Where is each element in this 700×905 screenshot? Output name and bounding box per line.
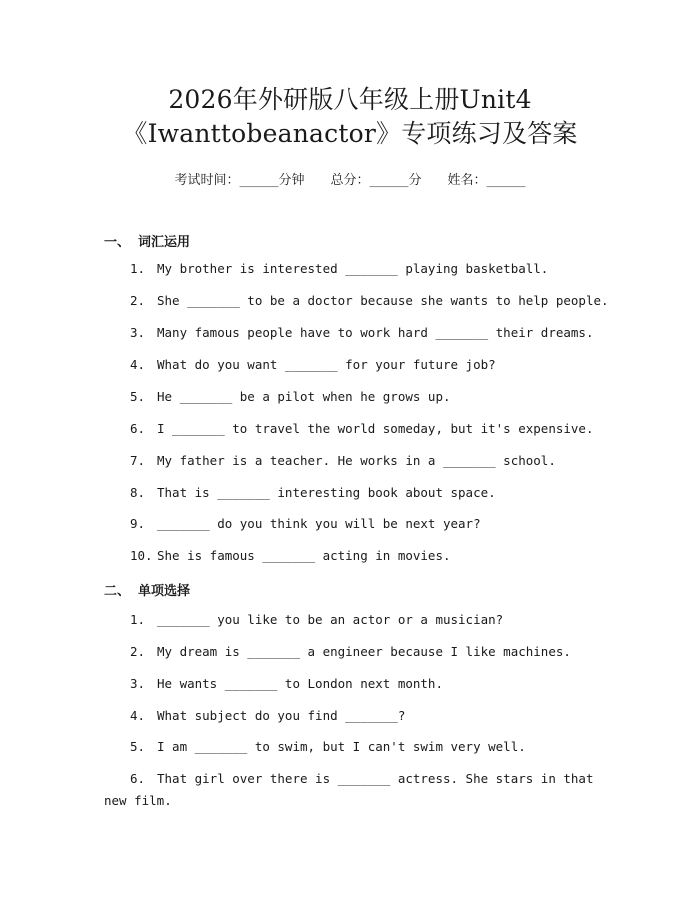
section-title: 词汇运用 [138, 235, 191, 250]
question-item [130, 418, 594, 440]
section-heading [104, 231, 190, 250]
page-title-line-1: 2026年外研版八年级上册Unit4 [168, 85, 532, 114]
question-number: 1. [130, 612, 146, 627]
total-score-field: 总分：______分 [330, 173, 422, 188]
question-number: 7. [130, 453, 146, 468]
question-item [130, 673, 590, 695]
question-item [130, 609, 590, 631]
question-item [130, 450, 590, 472]
section-number: 一、 [104, 235, 131, 250]
question-text: That is _______ interesting book about space. [157, 485, 496, 500]
question-item [104, 768, 594, 812]
question-text: What subject do you find _______? [157, 708, 406, 723]
question-number: 1. [130, 261, 146, 276]
question-text: My dream is _______ a engineer because I like machines. [157, 644, 571, 659]
question-item [130, 736, 590, 758]
question-number: 5. [130, 739, 146, 754]
question-text: Many famous people have to work hard _______ their dreams. [157, 325, 594, 340]
question-text: I _______ to travel the world someday, but it's expensive. [157, 421, 594, 436]
question-text: He _______ be a pilot when he grows up. [157, 389, 451, 404]
question-text: I am _______ to swim, but I can't swim very well. [157, 739, 526, 754]
question-text: _______ you like to be an actor or a musician? [157, 612, 504, 627]
question-number: 10. [130, 548, 153, 563]
question-text: She is famous _______ acting in movies. [157, 548, 451, 563]
question-number: 6. [130, 421, 146, 436]
question-item [130, 386, 590, 408]
section-heading [104, 580, 190, 599]
section-title: 单项选择 [138, 584, 191, 599]
question-number: 4. [130, 357, 146, 372]
question-item [130, 258, 590, 280]
question-text: He wants _______ to London next month. [157, 676, 443, 691]
question-number: 5. [130, 389, 146, 404]
question-item [130, 545, 590, 567]
question-number: 3. [130, 325, 146, 340]
question-item [130, 513, 590, 535]
question-number: 8. [130, 485, 146, 500]
question-number: 2. [130, 293, 146, 308]
question-text: My father is a teacher. He works in a _______ school. [157, 453, 556, 468]
question-item [130, 705, 590, 727]
question-text: That girl over there is _______ actress. She stars in that new film. [104, 771, 594, 808]
question-item [130, 641, 590, 663]
question-item [130, 290, 609, 312]
section-number: 二、 [104, 584, 131, 599]
question-number: 6. [130, 771, 146, 786]
exam-info-row [0, 169, 700, 188]
question-number: 9. [130, 516, 146, 531]
question-number: 4. [130, 708, 146, 723]
question-number: 2. [130, 644, 146, 659]
question-text: She _______ to be a doctor because she wants to help people. [157, 293, 609, 308]
question-text: My brother is interested _______ playing basketball. [157, 261, 549, 276]
question-text: What do you want _______ for your future job? [157, 357, 496, 372]
question-item [130, 322, 594, 344]
question-text: _______ do you think you will be next year? [157, 516, 481, 531]
student-name-field: 姓名：______ [447, 173, 526, 188]
question-item [130, 354, 590, 376]
question-number: 3. [130, 676, 146, 691]
exam-time-field: 考试时间：______分钟 [174, 173, 305, 188]
page-title-line-2: 《Iwanttobeanactor》专项练习及答案 [122, 119, 578, 148]
question-item [130, 482, 590, 504]
